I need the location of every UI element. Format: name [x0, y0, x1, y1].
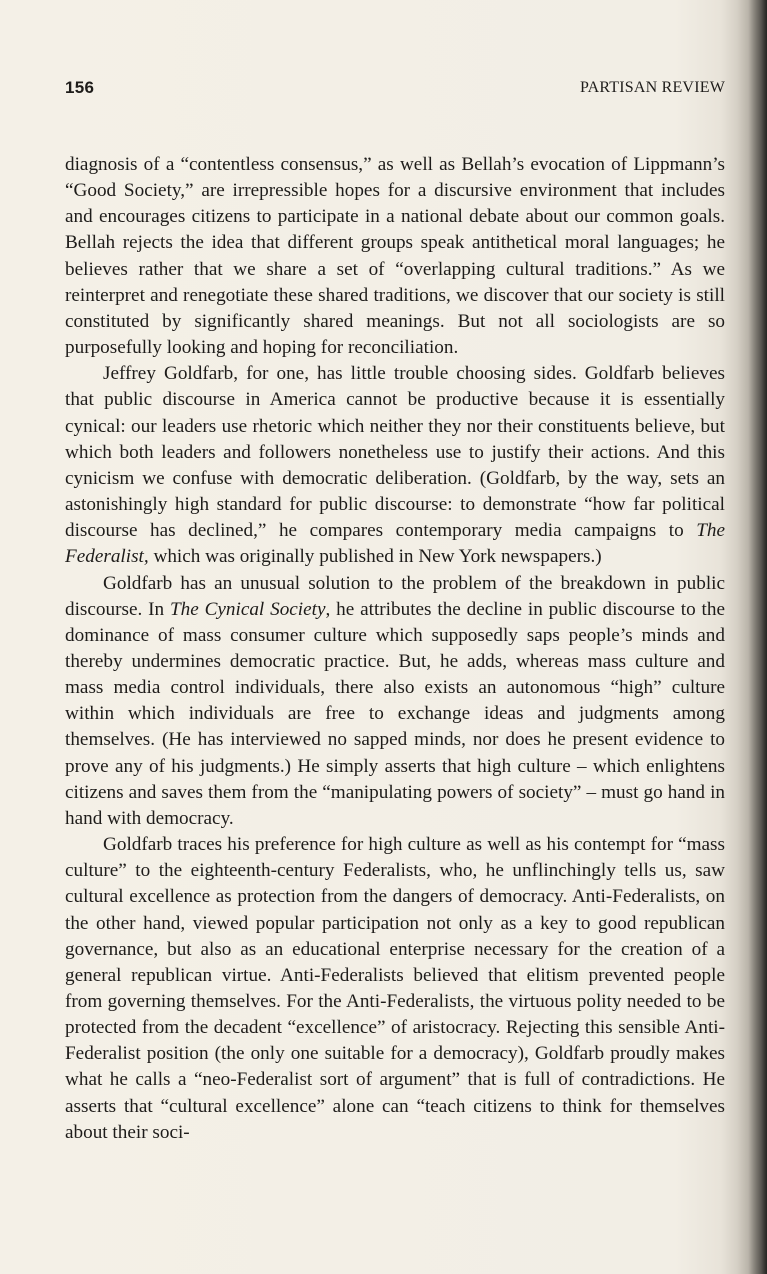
paragraph-text: Jeffrey Goldfarb, for one, has little trouble choosing sides. Goldfarb believes that public discourse in America cannot be productive because it is essentially cynical: our leaders use rhetoric which neither they nor their constituents believe, but which both leaders and followers nonetheless use to justify their actions. And this cynicism we confuse with democratic deliberation. (Goldfarb, by the way, sets an astonishingly high standard for public discourse: to demonstrate “how far political discourse has declined,” he compares contemporary media campaigns to — [65, 363, 725, 542]
page-number: 156 — [65, 78, 95, 97]
paragraph-text: which was originally published in New York newspapers.) — [148, 546, 602, 568]
title-the-cynical-society: The Cynical Society — [169, 598, 326, 620]
paragraph-2 — [65, 361, 725, 570]
body-text — [65, 152, 725, 1146]
binding-shadow — [737, 0, 767, 1274]
running-head — [65, 78, 725, 102]
title-the-federalist: The Federalist, — [65, 520, 725, 568]
paragraph-4 — [65, 832, 725, 1146]
paragraph-text: Goldfarb traces his preference for high culture as well as his contempt for “mass culture” to the eighteenth-century Federalists, who, he unflinchingly tells us, saw cultural excellence as protection from the dangers of democracy. Anti-Federalists, on the other hand, viewed popular participation not only as a key to good republican governance, but also as an educational enterprise necessary for the creation of a general republican virtue. Anti-Federalists believed that elitism prevented people from governing themselves. For the Anti-Federalists, the virtuous polity needed to be protected from the decadent “excellence” of aristocracy. Rejecting this sensible Anti-Federalist position (the only one suitable for a democracy), Goldfarb proudly makes what he calls a “neo-Federalist sort of argument” that is full of contradictions. He asserts that “cultural excellence” alone can “teach citizens to think for themselves about their soci- — [65, 834, 725, 1143]
paragraph-text: , he attributes the decline in public discourse to the dominance of mass consumer culture which supposedly saps people’s minds and thereby undermines democratic practice. But, he adds, whereas mass culture and mass media control individuals, there also exists an autonomous “high” culture within which individuals are free to exchange ideas and judgments among themselves. (He has interviewed no sapped minds, nor does he present evidence to prove any of his judgments.) He simply asserts that high culture – which enlightens citizens and saves them from the “manipulating powers of society” – must go hand in hand with democracy. — [65, 598, 725, 829]
journal-title: PARTISAN REVIEW — [579, 79, 725, 96]
paragraph-1 — [65, 152, 725, 361]
paragraph-text: diagnosis of a “contentless consensus,” as well as Bellah’s evocation of Lippmann’s “Good Society,” are irrepressible hopes for a discursive environment that includes and encourages citizens to participate in a national debate about our common goals. Bellah rejects the idea that different groups speak antithetical moral languages; he believes rather that we share a set of “overlapping cultural traditions.” As we reinterpret and renegotiate these shared traditions, we discover that our society is still constituted by significantly shared meanings. But not all sociologists are so purposefully looking and hoping for reconciliation. — [65, 154, 725, 359]
paragraph-text: Goldfarb has an unusual solution to the problem of the breakdown in public discourse. In — [65, 572, 725, 620]
paragraph-3 — [65, 571, 725, 833]
